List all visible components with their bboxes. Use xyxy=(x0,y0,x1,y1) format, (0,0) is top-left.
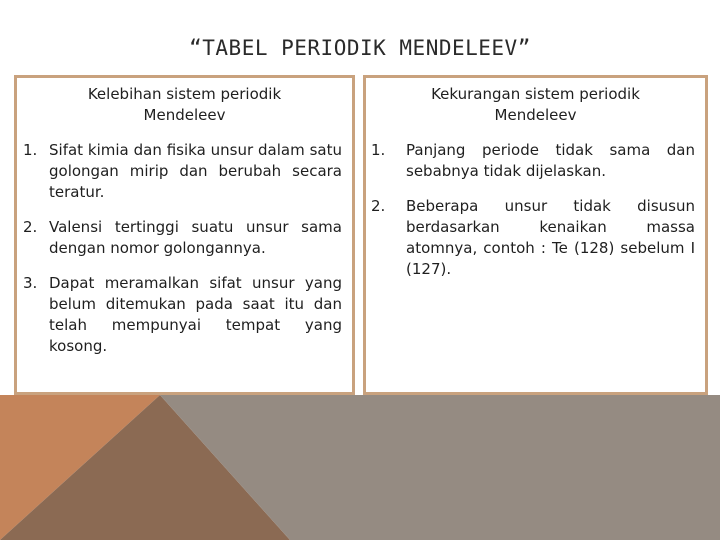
disadvantages-heading xyxy=(366,84,705,126)
item-text: Sifat kimia dan fisika unsur dalam satu golongan mirip dan berubah secara teratur. xyxy=(49,141,342,201)
item-number: 1. xyxy=(23,141,38,159)
advantages-heading-line1: Kelebihan sistem periodik xyxy=(87,85,282,103)
item-text: Beberapa unsur tidak disusun berdasarkan kenaikan massa atomnya, contoh : Te (128) sebelum I (127). xyxy=(406,197,695,278)
list-item xyxy=(17,217,352,259)
page-title: “TABEL PERIODIK MENDELEEV” xyxy=(189,36,531,60)
advantages-heading-line2: Mendeleev xyxy=(143,106,226,124)
advantages-list xyxy=(17,140,352,357)
advantages-heading xyxy=(17,84,352,126)
disadvantages-heading-line2: Mendeleev xyxy=(494,106,577,124)
item-number: 2. xyxy=(23,218,38,236)
item-text: Dapat meramalkan sifat unsur yang belum ditemukan pada saat itu dan telah mempunyai tempat yang kosong. xyxy=(49,274,342,355)
list-item xyxy=(366,140,705,182)
list-item xyxy=(366,196,705,280)
disadvantages-panel xyxy=(363,75,708,395)
disadvantages-list xyxy=(366,140,705,280)
list-item xyxy=(17,140,352,203)
advantages-panel xyxy=(14,75,355,395)
item-text: Valensi tertinggi suatu unsur sama dengan nomor golongannya. xyxy=(49,218,342,257)
item-number: 3. xyxy=(23,274,38,292)
item-text: Panjang periode tidak sama dan sebabnya tidak dijelaskan. xyxy=(406,141,695,180)
item-number: 2. xyxy=(371,197,386,215)
disadvantages-heading-line1: Kekurangan sistem periodik xyxy=(431,85,640,103)
list-item xyxy=(17,273,352,357)
item-number: 1. xyxy=(371,141,386,159)
